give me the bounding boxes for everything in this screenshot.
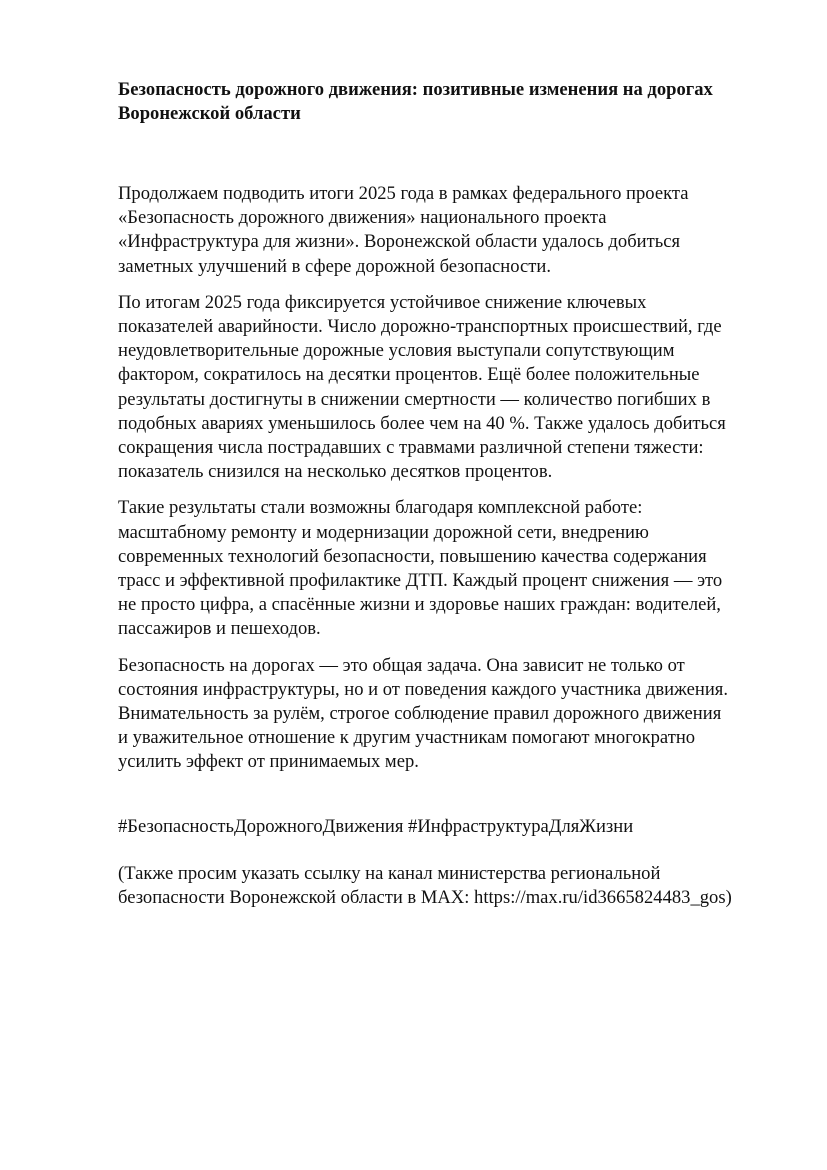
text-line: По итогам 2025 года фиксируется устойчивое снижение ключевых: [118, 291, 647, 313]
text-line: заметных улучшений в сфере дорожной безопасности.: [118, 255, 551, 277]
text-line: Такие результаты стали возможны благодаря комплексной работе:: [118, 497, 643, 519]
text-line: неудовлетворительные дорожные условия выступали сопутствующим: [118, 340, 675, 362]
link-note: [118, 862, 778, 910]
text-line: Безопасность на дорогах — это общая задача. Она зависит не только от: [118, 654, 685, 676]
text-line: сокращения числа пострадавших с травмами различной степени тяжести:: [118, 437, 704, 459]
text-line: и уважительное отношение к другим участникам помогают многократно: [118, 727, 696, 749]
text-line: усилить эффект от принимаемых мер.: [118, 751, 419, 773]
document-title: [118, 78, 778, 126]
paragraph-results: [118, 291, 778, 485]
text-line: современных технологий безопасности, повышению качества содержания: [118, 545, 707, 567]
title-line: Безопасность дорожного движения: позитивные изменения на дорогах: [118, 79, 713, 100]
note-line: безопасности Воронежской области в MAX: https://max.ru/id3665824483_gos): [118, 886, 732, 908]
text-line: показатель снизился на несколько десятков процентов.: [118, 461, 553, 483]
document-page: [118, 78, 778, 928]
hashtags: #БезопасностьДорожногоДвижения #ИнфраструктураДляЖизни: [118, 815, 634, 837]
text-line: Продолжаем подводить итоги 2025 года в рамках федерального проекта: [118, 183, 689, 204]
text-line: Внимательность за рулём, строгое соблюдение правил дорожного движения: [118, 703, 722, 725]
paragraph-common-task: [118, 654, 778, 775]
text-line: трасс и эффективной профилактике ДТП. Каждый процент снижения — это: [118, 570, 723, 592]
text-line: результаты достигнуты в снижении смертности — количество погибших в: [118, 388, 711, 410]
text-line: фактором, сократилось на десятки процентов. Ещё более положительные: [118, 364, 700, 386]
title-line: Воронежской области: [118, 103, 301, 124]
note-line: (Также просим указать ссылку на канал министерства региональной: [118, 862, 661, 884]
text-line: показателей аварийности. Число дорожно-транспортных происшествий, где: [118, 316, 722, 338]
paragraph-reasons: [118, 496, 778, 641]
paragraph-intro: [118, 182, 778, 279]
text-line: «Инфраструктура для жизни». Воронежской области удалось добиться: [118, 231, 681, 253]
text-line: не просто цифра, а спасённые жизни и здоровье наших граждан: водителей,: [118, 594, 721, 616]
text-line: состояния инфраструктуры, но и от поведения каждого участника движения.: [118, 678, 729, 700]
text-line: масштабному ремонту и модернизации дорожной сети, внедрению: [118, 521, 649, 543]
text-line: пассажиров и пешеходов.: [118, 618, 321, 640]
text-line: подобных авариях уменьшилось более чем на 40 %. Также удалось добиться: [118, 412, 726, 434]
text-line: «Безопасность дорожного движения» национального проекта: [118, 207, 607, 229]
